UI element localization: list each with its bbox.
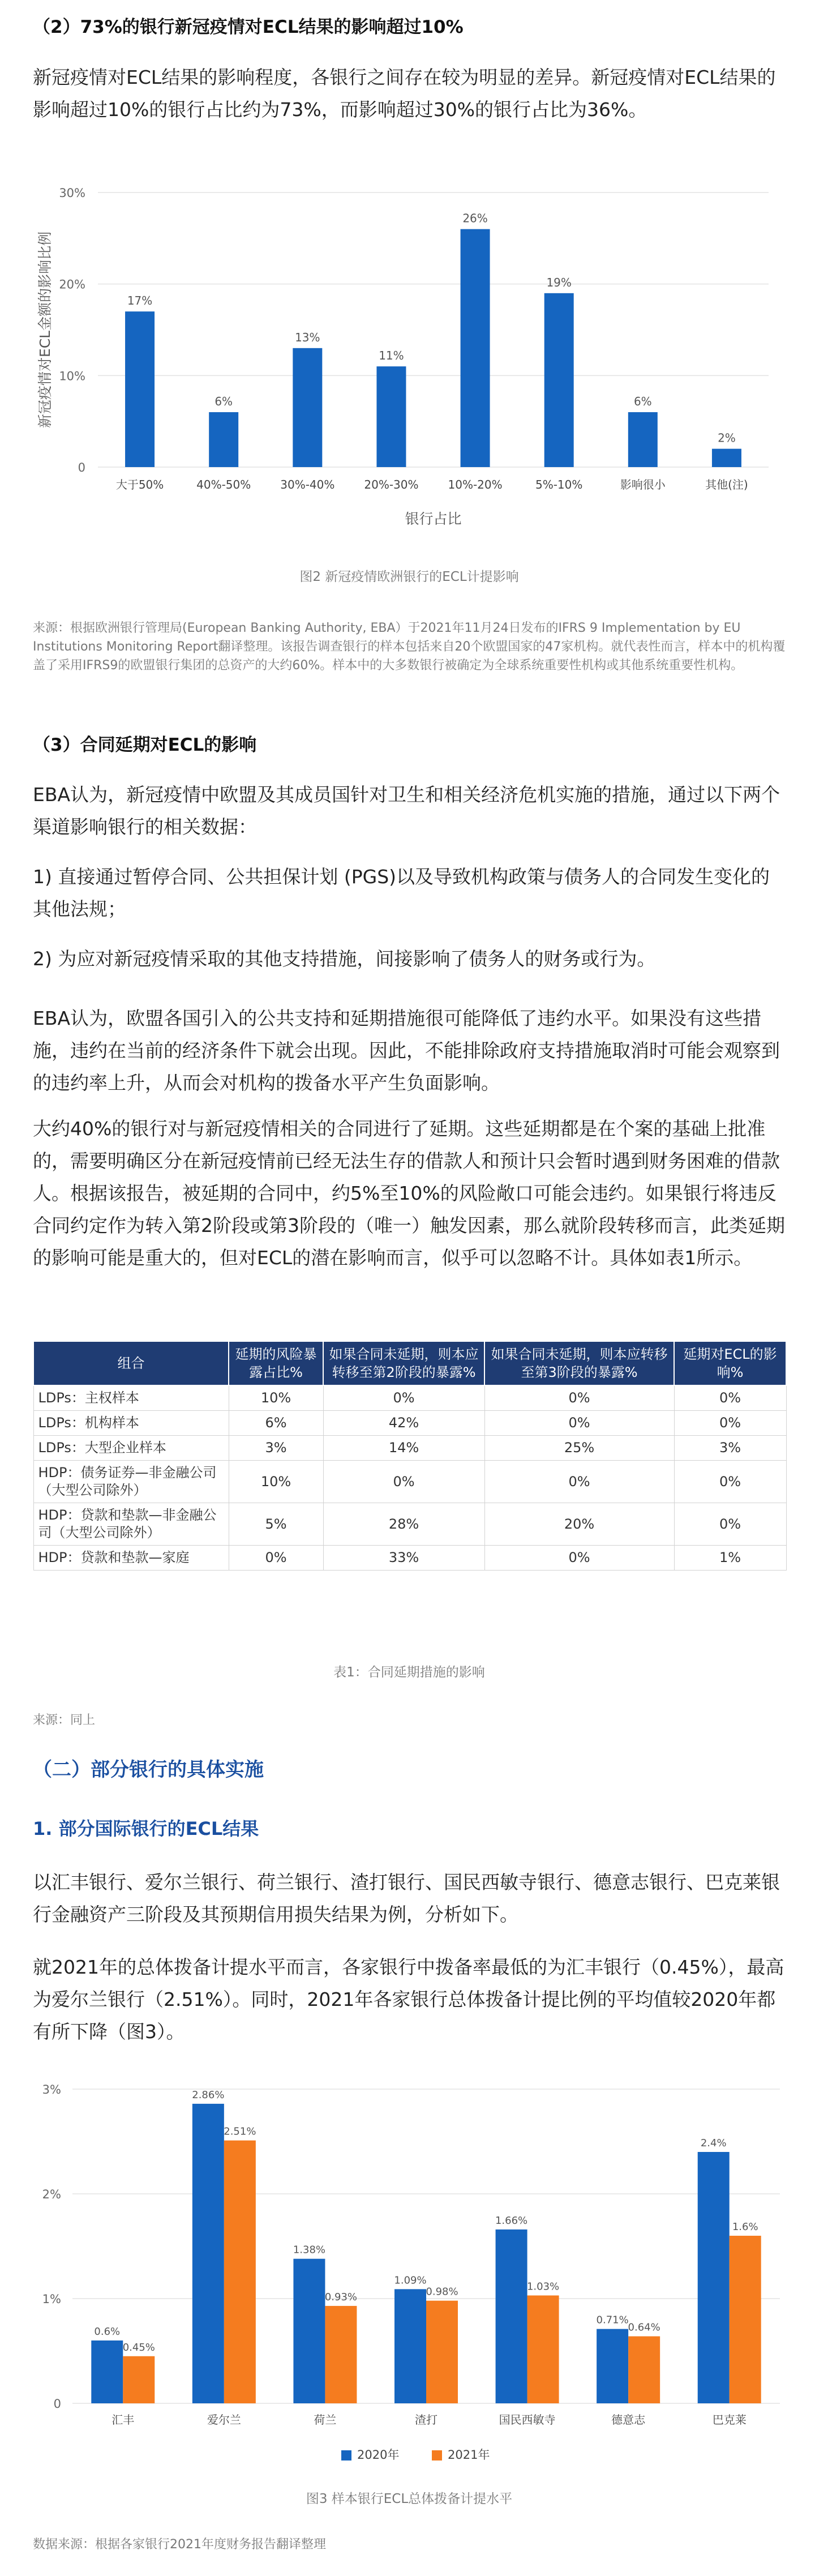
contract-extension-table (33, 1341, 787, 1571)
bank-ecl-provision-chart (33, 2069, 786, 2483)
subheading-international-banks: 1. 部分国际银行的ECL结果 (33, 1818, 259, 1839)
table-cell: 3% (229, 1436, 323, 1461)
chart1-bar (376, 366, 406, 467)
chart2-y-tick: 2% (42, 2188, 61, 2201)
table-cell: 0% (484, 1385, 674, 1411)
chart1-x-tick: 大于50% (115, 478, 164, 491)
chart1-data-label: 11% (379, 349, 404, 363)
table-cell: 0% (674, 1411, 786, 1436)
table-row (33, 1503, 786, 1546)
table-row-label: HDP：贷款和垫款—家庭 (33, 1546, 229, 1571)
table-cell: 0% (484, 1546, 674, 1571)
table-cell: 28% (323, 1503, 484, 1546)
chart1-bar (125, 311, 155, 467)
chart1-data-label: 2% (718, 431, 736, 445)
chart2-data-label: 1.03% (526, 2280, 560, 2293)
chart2-legend-swatch (432, 2450, 442, 2461)
chart2-bar-series1 (293, 2259, 325, 2403)
extension-impact-paragraph: 大约40%的银行对与新冠疫情相关的合同进行了延期。这些延期都是在个案的基础上批准的，需要明确区分在新冠疫情前已经无法生存的借款人和预计只会暂时遇到财务困难的借款人。根据该报告，被延期的合同中，约5%至10%的风险敞口可能会违约。如果银行将违反合同约定作为转入第2阶段或第3阶段的（唯一）触发因素，那么就阶段转移而言，此类延期的影响可能是重大的，但对ECL的潜在影响而言，似乎可以忽略不计。具体如表1所示。 (33, 1118, 785, 1269)
chart2-data-label: 2.4% (700, 2137, 727, 2149)
channel-2-paragraph: 2) 为应对新冠疫情采取的其他支持措施，间接影响了债务人的财务或行为。 (33, 948, 656, 970)
table-cell: 42% (323, 1411, 484, 1436)
table-header-cell: 如果合同未延期，则本应转移至第2阶段的暴露% (323, 1341, 484, 1385)
chart2-data-label: 2.86% (192, 2089, 225, 2101)
table-header-cell: 延期对ECL的影响% (674, 1341, 786, 1385)
section-heading-contract-extension: （3）合同延期对ECL的影响 (33, 735, 257, 755)
table-header-cell: 组合 (33, 1341, 229, 1385)
section-heading-ecl-impact: （2）73%的银行新冠疫情对ECL结果的影响超过10% (33, 17, 464, 37)
chart1-bar (544, 293, 574, 467)
chart1-x-tick: 40%-50% (196, 478, 251, 491)
chart2-data-label: 0.93% (324, 2291, 358, 2303)
table-cell: 0% (323, 1461, 484, 1503)
table-row-label: LDPs：大型企业样本 (33, 1436, 229, 1461)
table-header-cell: 如果合同未延期，则本应转移至第3阶段的暴露% (484, 1341, 674, 1385)
chart2-x-tick: 德意志 (611, 2413, 646, 2427)
chart2-data-label: 1.09% (394, 2274, 427, 2287)
chart1-bar (461, 229, 490, 467)
table-cell: 3% (674, 1436, 786, 1461)
chart2-x-tick: 爱尔兰 (207, 2413, 241, 2427)
table-cell: 33% (323, 1546, 484, 1571)
table-cell: 0% (674, 1385, 786, 1411)
chart2-bar-series1 (496, 2230, 527, 2403)
chart2-caption: 图3 样本银行ECL总体拨备计提水平 (306, 2492, 513, 2506)
chart1-x-axis-label: 银行占比 (405, 511, 462, 527)
chart1-data-label: 13% (295, 330, 320, 344)
table-cell: 6% (229, 1411, 323, 1436)
chart1-data-label: 19% (546, 275, 572, 289)
table-row-label: LDPs：机构样本 (33, 1411, 229, 1436)
table-row (33, 1436, 786, 1461)
table-cell: 25% (484, 1436, 674, 1461)
chart2-y-tick: 1% (42, 2292, 61, 2306)
chart1-data-label: 6% (215, 395, 233, 408)
chart2-y-tick: 0 (53, 2397, 61, 2411)
table-cell: 0% (229, 1546, 323, 1571)
chart2-data-label: 0.45% (122, 2341, 155, 2354)
chart1-y-tick: 0 (78, 461, 85, 474)
chart2-bar-series1 (698, 2152, 730, 2403)
table-row (33, 1385, 786, 1411)
chart1-x-tick: 影响很小 (620, 478, 666, 491)
table-row (33, 1461, 786, 1503)
table-cell: 5% (229, 1503, 323, 1546)
eba-intro-paragraph: EBA认为，新冠疫情中欧盟及其成员国针对卫生和相关经济危机实施的措施，通过以下两个渠道影响银行的相关数据： (33, 784, 780, 838)
chart1-x-tick: 20%-30% (364, 478, 419, 491)
table-cell: 0% (323, 1385, 484, 1411)
chart2-bar-series2 (628, 2337, 660, 2403)
support-measures-paragraph: EBA认为，欧盟各国引入的公共支持和延期措施很可能降低了违约水平。如果没有这些措施，违约在当前的经济条件下就会出现。因此，不能排除政府支持措施取消时可能会观察到的违约率上升，从而会对机构的拨备水平产生负面影响。 (33, 1007, 780, 1094)
ecl-impact-bar-chart (33, 164, 786, 560)
chart2-data-label: 1.38% (293, 2244, 326, 2256)
chart2-legend-label: 2021年 (448, 2448, 490, 2462)
contract-extension-table-wrap (33, 1341, 786, 1571)
chart2-bar-series2 (123, 2356, 155, 2403)
section-heading-bank-implementation: （二）部分银行的具体实施 (33, 1758, 264, 1781)
chart1-bar (628, 412, 658, 467)
chart1-x-tick: 10%-20% (448, 478, 503, 491)
chart1-x-tick: 5%-10% (535, 478, 583, 491)
chart2-legend-label: 2020年 (357, 2448, 400, 2462)
data-source-note: 数据来源：根据各家银行2021年度财务报告翻译整理 (33, 2538, 326, 2552)
chart1-x-tick: 30%-40% (280, 478, 335, 491)
bank-list-paragraph: 以汇丰银行、爱尔兰银行、荷兰银行、渣打银行、国民西敏寺银行、德意志银行、巴克莱银行金融资产三阶段及其预期信用损失结果为例，分析如下。 (33, 1871, 780, 1925)
chart2-x-tick: 汇丰 (111, 2413, 135, 2427)
chart1-y-tick: 10% (59, 369, 85, 383)
chart2-data-label: 0.71% (596, 2314, 629, 2326)
chart2-data-label: 0.6% (94, 2326, 121, 2338)
table-row (33, 1546, 786, 1571)
table-cell: 0% (484, 1461, 674, 1503)
chart2-x-tick: 巴克莱 (712, 2413, 747, 2427)
chart2-data-label: 2.51% (224, 2125, 256, 2138)
chart2-x-tick: 渣打 (415, 2413, 437, 2427)
table-cell: 1% (674, 1546, 786, 1571)
table-header-row (33, 1341, 786, 1385)
chart2-bar-series1 (91, 2340, 123, 2403)
chart2-data-label: 1.66% (495, 2214, 528, 2227)
chart1-y-axis-label: 新冠疫情对ECL金额的影响比例 (37, 231, 53, 429)
chart2-x-tick: 荷兰 (314, 2413, 337, 2427)
table-cell: 0% (484, 1411, 674, 1436)
chart1-data-label: 17% (127, 294, 153, 308)
table-cell: 20% (484, 1503, 674, 1546)
chart2-x-tick: 国民西敏寺 (499, 2413, 556, 2427)
chart1-y-tick: 30% (59, 186, 85, 200)
table-row-label: LDPs：主权样本 (33, 1385, 229, 1411)
table-cell: 10% (229, 1461, 323, 1503)
table-row-label: HDP：债务证券—非金融公司（大型公司除外） (33, 1461, 229, 1503)
chart2-bar-series2 (527, 2295, 559, 2403)
chart2-bar-series2 (224, 2141, 256, 2403)
chart1-y-tick: 20% (59, 277, 85, 292)
chart1-bar (293, 348, 322, 467)
chart2-bar-series2 (730, 2236, 761, 2403)
table-cell: 10% (229, 1385, 323, 1411)
chart2-data-label: 0.98% (426, 2286, 458, 2298)
chart2-bar-series1 (192, 2104, 224, 2403)
table-cell: 14% (323, 1436, 484, 1461)
chart2-bar-series1 (597, 2329, 628, 2403)
chart1-bar (712, 449, 741, 467)
chart2-bar-series2 (426, 2301, 458, 2403)
chart1-x-tick: 其他(注) (705, 478, 748, 491)
table-row-label: HDP：贷款和垫款—非金融公司（大型公司除外） (33, 1503, 229, 1546)
provision-level-paragraph: 就2021年的总体拨备计提水平而言，各家银行中拨备率最低的为汇丰银行（0.45%），最高为爱尔兰银行（2.51%）。同时，2021年各家银行总体拨备计提比例的平均值较2020年都有所下降（图3）。 (33, 1956, 784, 2043)
chart2-data-label: 0.64% (628, 2321, 660, 2334)
table1-caption: 表1：合同延期措施的影响 (333, 1665, 485, 1680)
chart1-data-label: 26% (462, 211, 488, 225)
chart1-data-label: 6% (633, 395, 652, 408)
chart2-legend-swatch (341, 2450, 351, 2461)
source-note-same: 来源：同上 (33, 1713, 96, 1727)
ecl-impact-paragraph: 新冠疫情对ECL结果的影响程度，各银行之间存在较为明显的差异。新冠疫情对ECL结果的影响超过10%的银行占比约为73%，而影响超过30%的银行占比为36%。 (33, 66, 776, 121)
chart2-y-tick: 3% (42, 2083, 61, 2096)
chart2-data-label: 1.6% (732, 2221, 758, 2233)
table-row (33, 1411, 786, 1436)
table-cell: 0% (674, 1503, 786, 1546)
table-cell: 0% (674, 1461, 786, 1503)
table-header-cell: 延期的风险暴露占比% (229, 1341, 323, 1385)
source-note-eba: 来源：根据欧洲银行管理局(European Banking Authority, EBA）于2021年11月24日发布的IFRS 9 Implementation by EU Institutions Monitoring Report翻译整理。该报告调查银行的样本包括来自20个欧盟国家的47家机构。就代表性而言，样本中的机构覆盖了采用IFRS9的欧盟银行集团的总资产的大约60%。样本中的大多数银行被确定为全球系统重要性机构或其他系统重要性机构。 (33, 621, 786, 673)
chart1-caption: 图2 新冠疫情欧洲银行的ECL计提影响 (299, 570, 519, 584)
chart1-bar (209, 412, 238, 467)
channel-1-paragraph: 1) 直接通过暂停合同、公共担保计划 (PGS)以及导致机构政策与债务人的合同发生变化的其他法规； (33, 866, 770, 920)
chart2-bar-series1 (394, 2289, 426, 2403)
chart2-bar-series2 (325, 2306, 357, 2403)
